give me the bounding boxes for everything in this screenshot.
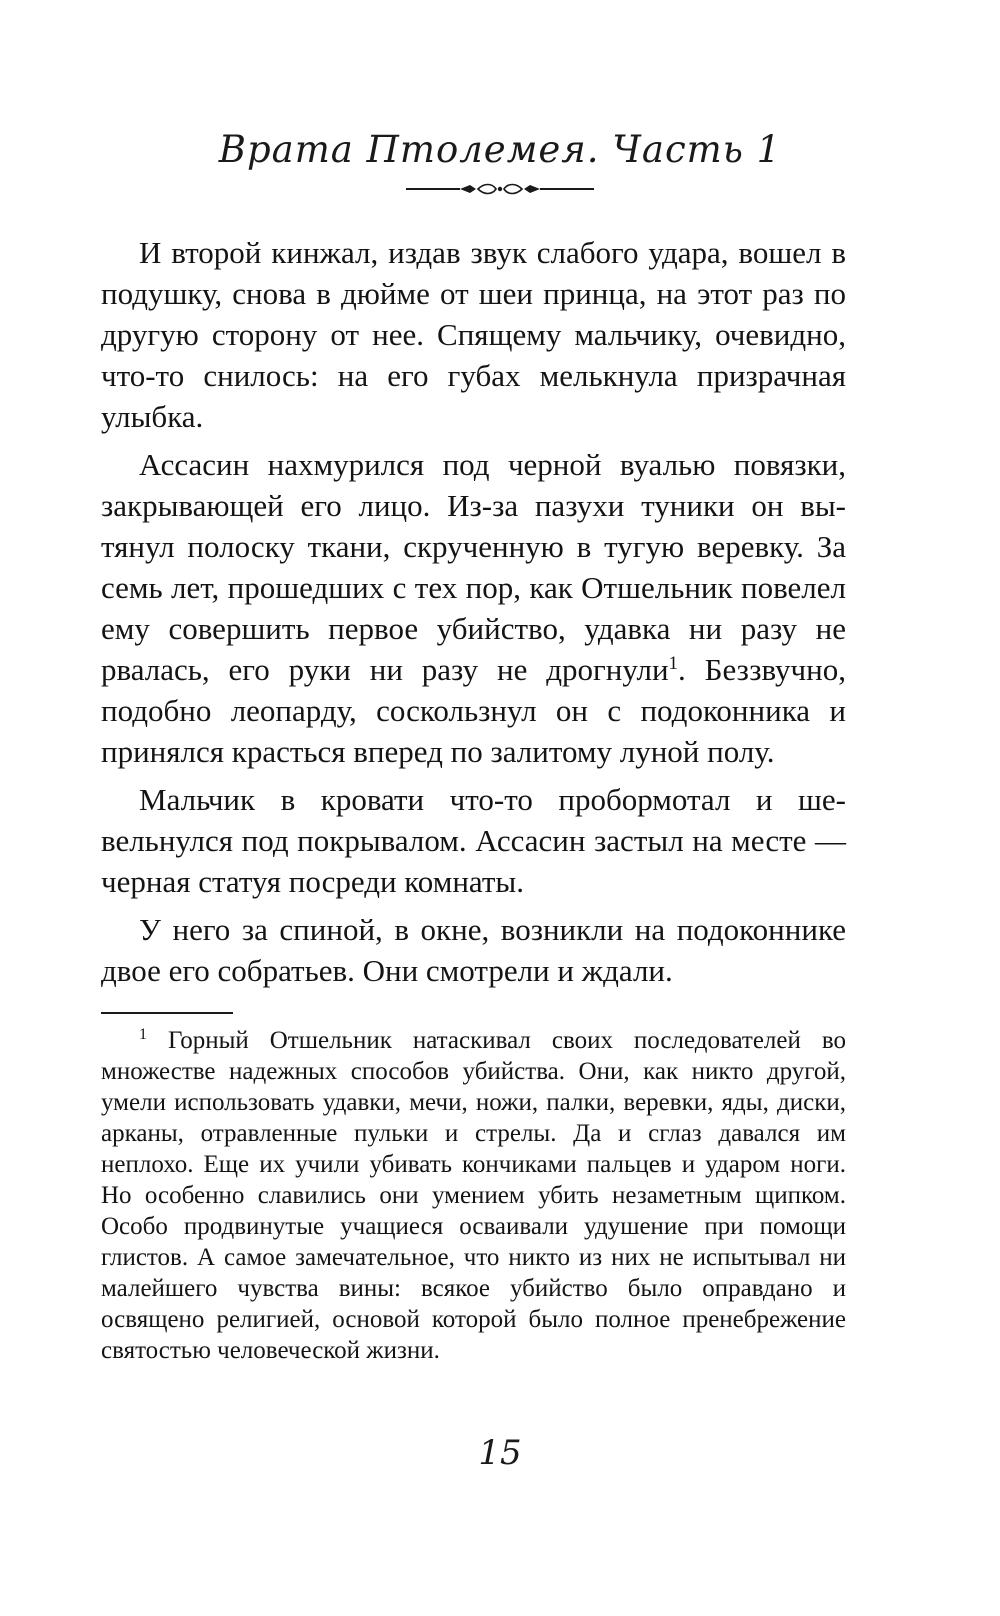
footnote-marker: 1	[139, 1026, 147, 1043]
paragraph-1: И второй кинжал, издав звук слабого удара, вошел в подушку, снова в дюйме от шеи принца, на этот раз по другую сторону от нее. Спящему мальчику, очевидно, что-то снилось: на его губах мелькнула призрачная улыбка.	[101, 235, 846, 434]
running-title: Врата Птолемея. Часть 1	[218, 128, 782, 171]
paragraph-2: Ассасин нахмурился под черной вуалью повязки, закрывающей его лицо. Из-за пазухи туники он вытянул полоску ткани, скрученную в тугую веревку. За семь лет, прошедших с тех пор, как Отшельник повелел ему совершить первое убийство, удавка ни разу не рвалась, его руки ни разу не дрогнули$^1$. Беззвучно, подобно леопарду, соскользнул он с подоконника и принялся красться вперед по залитому луной полу.	[101, 447, 846, 769]
footnote	[101, 1025, 846, 1366]
footnote-divider	[101, 1012, 233, 1014]
footnote-text: Горный Отшельник натаскивал своих последователей во множестве надежных способов убийства. Они, как никто другой, умели использовать удавки, мечи, ножи, палки, веревки, яды, диски, арканы, отравленные пульки и стрелы. Да и сглаз давался им неплохо. Еще их учили убивать кончиками пальцев и ударом ноги. Но особенно славились они умением убить незаметным щипком. Особо продвинутые учащиеся осваивали удушение при помощи глистов. А самое замечательное, что никто из них не испытывал ни малейшего чувства вины: всякое убийство было оправдано и освящено религией, основой которой было полное пренебрежение святостью человеческой жизни.	[101, 1027, 846, 1364]
title-ornament-divider	[400, 181, 600, 197]
main-text	[101, 232, 846, 991]
page-number: 15	[478, 1433, 522, 1473]
footnote-reference: 1	[668, 653, 679, 674]
paragraph-3: Мальчик в кровати что-то пробормотал и шевельнулся под покрывалом. Ассасин застыл на месте — черная статуя посреди комнаты.	[101, 782, 846, 899]
paragraph-4: У него за спиной, в окне, возникли на подоконнике двое его собратьев. Они смотрели и ждали.	[101, 912, 846, 988]
